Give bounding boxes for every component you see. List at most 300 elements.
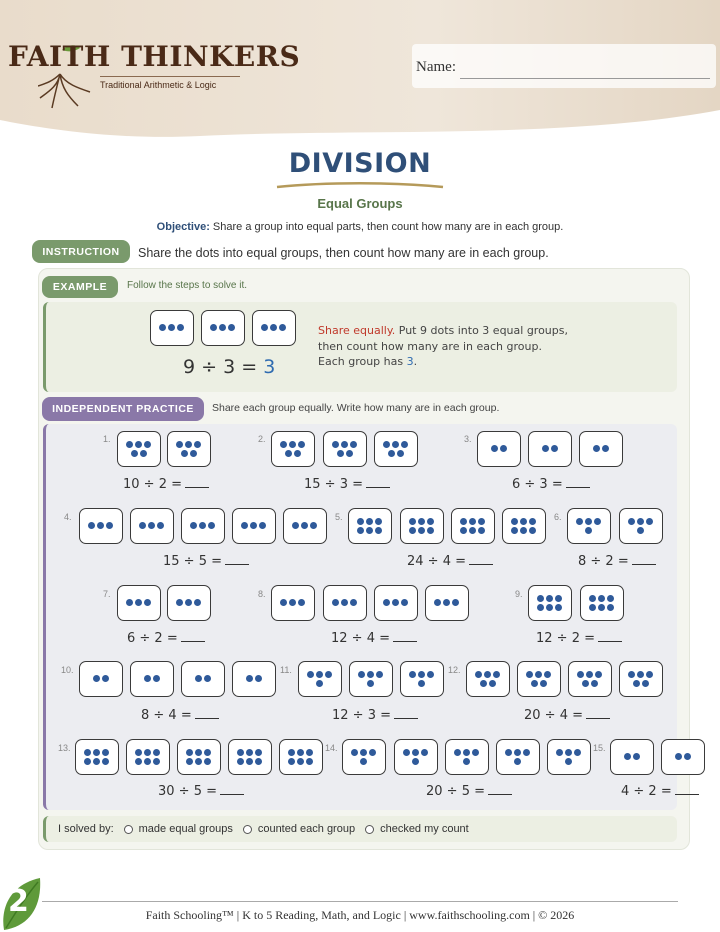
dot (594, 518, 601, 525)
dot-group-card (252, 310, 296, 346)
dot-group-card (130, 508, 174, 544)
dot (93, 749, 100, 756)
dot (367, 671, 374, 678)
dot (208, 522, 215, 529)
dot (585, 518, 592, 525)
example-tag: EXAMPLE (42, 276, 118, 298)
answer-blank[interactable] (469, 553, 493, 565)
problem-number: 8. (258, 589, 266, 599)
dot (383, 441, 390, 448)
answer-blank[interactable] (185, 476, 209, 488)
name-line[interactable] (460, 78, 710, 79)
dot (383, 599, 390, 606)
dot (131, 450, 138, 457)
dot (526, 671, 533, 678)
dot (341, 441, 348, 448)
dot (555, 595, 562, 602)
dot (185, 599, 192, 606)
dot-group-card (610, 739, 654, 775)
objective-text: Share a group into equal parts, then count how many are in each group. (212, 221, 564, 233)
brand-title: FAITH THINKERS (8, 40, 301, 73)
dot (255, 675, 262, 682)
dot (646, 671, 653, 678)
dot (593, 445, 600, 452)
problem-equation (163, 553, 249, 569)
dot-group-card (547, 739, 591, 775)
dot (469, 518, 476, 525)
solved-option-label: counted each group (257, 823, 356, 835)
dot (628, 671, 635, 678)
dot-group-card (348, 508, 392, 544)
dot (375, 527, 382, 534)
dot (316, 671, 323, 678)
problem-number: 13. (58, 743, 71, 753)
title-underline (275, 181, 445, 191)
dot (204, 675, 211, 682)
dot (475, 671, 482, 678)
dot (586, 671, 593, 678)
dot-group-card (279, 739, 323, 775)
equation-text: 8 ÷ 2 = (578, 554, 629, 569)
answer-blank[interactable] (488, 783, 512, 795)
problem-equation (578, 553, 656, 569)
problem-equation (331, 630, 417, 646)
solved-by-box (43, 816, 677, 842)
dot (582, 680, 589, 687)
dot (460, 527, 467, 534)
dot-group-card (349, 661, 393, 697)
dot (529, 527, 536, 534)
dot-group-card (394, 739, 438, 775)
equation-text: 4 ÷ 2 = (621, 784, 672, 799)
dot (520, 527, 527, 534)
dot (106, 522, 113, 529)
problem-number: 11. (280, 665, 292, 675)
dot (279, 324, 286, 331)
dot (360, 749, 367, 756)
dot (489, 680, 496, 687)
brand-divider (100, 76, 240, 77)
equation-text: 6 ÷ 3 = (512, 477, 563, 492)
problem-number: 1. (103, 434, 111, 444)
dot (418, 671, 425, 678)
dot (306, 758, 313, 765)
dot-group-card (425, 585, 469, 621)
answer-blank[interactable] (225, 553, 249, 565)
dot-group-card (400, 508, 444, 544)
equation-text: 15 ÷ 3 = (304, 477, 363, 492)
dot-group-card (232, 508, 276, 544)
equation-text: 15 ÷ 5 = (163, 554, 222, 569)
dot-group-card (528, 431, 572, 467)
solved-option-2[interactable] (243, 823, 355, 835)
equation-text: 6 ÷ 2 = (127, 631, 178, 646)
objective (0, 221, 720, 233)
dot-group-card (271, 585, 315, 621)
dot (366, 518, 373, 525)
dot-group-card (619, 508, 663, 544)
dot (392, 441, 399, 448)
dot (88, 522, 95, 529)
solved-option-label: made equal groups (138, 823, 233, 835)
dot (144, 749, 151, 756)
dot (500, 445, 507, 452)
dot-group-card (117, 431, 161, 467)
answer-blank[interactable] (393, 630, 417, 642)
brand-logo (8, 40, 301, 110)
example-explain-end: . (413, 355, 418, 368)
page-footer: Faith Schooling™ | K to 5 Reading, Math, and Logic | www.faithschooling.com | © 2026 (145, 908, 575, 922)
dot (297, 758, 304, 765)
dot (646, 518, 653, 525)
dot (84, 749, 91, 756)
dot-group-card (117, 585, 161, 621)
dot (421, 749, 428, 756)
problem-number: 4. (64, 512, 72, 522)
answer-blank[interactable] (220, 783, 244, 795)
dot (255, 758, 262, 765)
name-label: Name: (416, 59, 456, 75)
dot-group-card (374, 431, 418, 467)
dot (469, 527, 476, 534)
problem-equation (158, 783, 244, 799)
problem-equation (524, 707, 610, 723)
dot (350, 599, 357, 606)
dot (542, 445, 549, 452)
answer-blank[interactable] (675, 783, 699, 795)
dot (285, 450, 292, 457)
dot (514, 758, 521, 765)
solved-option-3[interactable] (365, 823, 469, 835)
dot-group-card (79, 508, 123, 544)
dot (177, 324, 184, 331)
dot (624, 753, 631, 760)
dot (369, 749, 376, 756)
dot (288, 758, 295, 765)
equation-text: 10 ÷ 2 = (123, 477, 182, 492)
dot-group-card (126, 739, 170, 775)
dot (551, 445, 558, 452)
dot (292, 522, 299, 529)
dot (153, 749, 160, 756)
dot (210, 324, 217, 331)
example-share-label: Share equally. (318, 324, 396, 337)
dot (294, 450, 301, 457)
dot (675, 753, 682, 760)
dot (595, 671, 602, 678)
dot (463, 749, 470, 756)
dot (491, 445, 498, 452)
dot (401, 599, 408, 606)
page-title: DIVISION (288, 148, 432, 179)
dot (298, 441, 305, 448)
dot-group-card (167, 431, 211, 467)
dot (637, 518, 644, 525)
equation-text: 20 ÷ 4 = (524, 708, 583, 723)
dot (135, 441, 142, 448)
dot (357, 518, 364, 525)
answer-blank[interactable] (632, 553, 656, 565)
dot-group-card (201, 310, 245, 346)
example-explanation (318, 323, 568, 370)
dot (195, 749, 202, 756)
dot-group-card (445, 739, 489, 775)
equation-text: 24 ÷ 4 = (407, 554, 466, 569)
dot (310, 522, 317, 529)
answer-blank[interactable] (586, 707, 610, 719)
dot (144, 675, 151, 682)
dot-group-card (374, 585, 418, 621)
equation-text: 30 ÷ 5 = (158, 784, 217, 799)
dot (637, 527, 644, 534)
dot (366, 527, 373, 534)
equation-text: 12 ÷ 2 = (536, 631, 595, 646)
dot (633, 753, 640, 760)
dot (367, 680, 374, 687)
dot (168, 324, 175, 331)
page-header (0, 0, 720, 150)
dot (306, 749, 313, 756)
dot (607, 595, 614, 602)
dot-group-card (528, 585, 572, 621)
problem-equation (304, 476, 390, 492)
dot (157, 522, 164, 529)
dot (261, 324, 268, 331)
dot (480, 680, 487, 687)
dot (478, 518, 485, 525)
dot (418, 527, 425, 534)
dot (194, 441, 201, 448)
dot-group-card (228, 739, 272, 775)
problem-number: 7. (103, 589, 111, 599)
dot (241, 522, 248, 529)
dot (181, 450, 188, 457)
dot (505, 749, 512, 756)
dot-group-card (580, 585, 624, 621)
dot (194, 599, 201, 606)
dot (427, 518, 434, 525)
solved-option-1[interactable] (124, 823, 233, 835)
dot (463, 758, 470, 765)
dot (537, 595, 544, 602)
equation-text: 12 ÷ 3 = (332, 708, 391, 723)
dot (392, 599, 399, 606)
dot (523, 749, 530, 756)
dot (628, 518, 635, 525)
dot (529, 518, 536, 525)
instruction-text: Share the dots into equal groups, then count how many are in each group. (138, 246, 549, 260)
dot (237, 749, 244, 756)
dot (246, 758, 253, 765)
dot (642, 680, 649, 687)
grade-badge: 2 (8, 884, 29, 919)
dot (102, 758, 109, 765)
practice-note: Share each group equally. Write how many are in each group. (212, 402, 500, 414)
problem-number: 2. (258, 434, 266, 444)
problem-equation (332, 707, 418, 723)
brand-tagline: Traditional Arithmetic & Logic (100, 80, 217, 90)
dot (427, 671, 434, 678)
solved-option-label: checked my count (380, 823, 469, 835)
dot-group-card (181, 661, 225, 697)
dot (219, 324, 226, 331)
dot (589, 595, 596, 602)
dot (255, 749, 262, 756)
footer-divider (42, 901, 678, 902)
dot (452, 599, 459, 606)
problem-number: 3. (464, 434, 472, 444)
dot (135, 758, 142, 765)
dot (375, 518, 382, 525)
dot (427, 527, 434, 534)
answer-blank[interactable] (195, 707, 219, 719)
dot (250, 522, 257, 529)
dot-group-card (567, 508, 611, 544)
dot (195, 675, 202, 682)
dot (409, 527, 416, 534)
radio-circle-icon[interactable] (124, 825, 133, 834)
problem-number: 10. (61, 665, 74, 675)
dot (412, 758, 419, 765)
dot (478, 527, 485, 534)
dot (511, 527, 518, 534)
dot (176, 599, 183, 606)
dot (153, 758, 160, 765)
answer-blank[interactable] (394, 707, 418, 719)
answer-blank[interactable] (366, 476, 390, 488)
dot (186, 749, 193, 756)
dot (360, 758, 367, 765)
dot-group-card (579, 431, 623, 467)
problem-number: 5. (335, 512, 343, 522)
answer-blank[interactable] (598, 630, 622, 642)
dot-group-card (568, 661, 612, 697)
dot (555, 604, 562, 611)
radio-circle-icon[interactable] (243, 825, 252, 834)
dot (358, 671, 365, 678)
dot (637, 671, 644, 678)
dot (195, 758, 202, 765)
example-note: Follow the steps to solve it. (127, 280, 248, 291)
dot (346, 450, 353, 457)
dot (280, 441, 287, 448)
instruction-tag: INSTRUCTION (32, 240, 130, 263)
dot (190, 450, 197, 457)
solved-by-label: I solved by: (58, 823, 114, 835)
dot (388, 450, 395, 457)
dot (350, 441, 357, 448)
dot-group-card (466, 661, 510, 697)
radio-circle-icon[interactable] (365, 825, 374, 834)
dot (535, 671, 542, 678)
dot (591, 680, 598, 687)
dot (397, 450, 404, 457)
example-answer: 3 (263, 356, 276, 378)
dot (102, 749, 109, 756)
dot (135, 749, 142, 756)
dot (159, 324, 166, 331)
dot (602, 445, 609, 452)
dot (140, 450, 147, 457)
dot (199, 522, 206, 529)
equation-text: 8 ÷ 4 = (141, 708, 192, 723)
dot-group-card (79, 661, 123, 697)
dot (332, 599, 339, 606)
dot-group-card (502, 508, 546, 544)
dot (270, 324, 277, 331)
dot (204, 758, 211, 765)
dot (460, 518, 467, 525)
example-equation (183, 356, 275, 378)
dot (135, 599, 142, 606)
dot-group-card (181, 508, 225, 544)
problem-equation (407, 553, 493, 569)
dot (186, 758, 193, 765)
problem-equation (127, 630, 205, 646)
dot (246, 749, 253, 756)
example-equation-text: 9 ÷ 3 = (183, 356, 258, 378)
dot (237, 758, 244, 765)
dot-group-card (477, 431, 521, 467)
dot (540, 680, 547, 687)
dot (298, 599, 305, 606)
dot-group-card (323, 585, 367, 621)
dot (684, 753, 691, 760)
dot-group-card (150, 310, 194, 346)
dot (126, 599, 133, 606)
example-explain-answer: 3 (406, 355, 414, 368)
dot (280, 599, 287, 606)
dot (301, 522, 308, 529)
problem-number: 12. (448, 665, 461, 675)
dot (97, 522, 104, 529)
dot (325, 671, 332, 678)
problem-number: 14. (325, 743, 338, 753)
dot (633, 680, 640, 687)
dot-group-card (167, 585, 211, 621)
dot (403, 749, 410, 756)
dot (520, 518, 527, 525)
dot (434, 599, 441, 606)
problem-number: 9. (515, 589, 523, 599)
dot-group-card (496, 739, 540, 775)
dot (185, 441, 192, 448)
dot (585, 527, 592, 534)
dot (246, 675, 253, 682)
dot (418, 518, 425, 525)
problem-number: 15. (593, 743, 606, 753)
objective-label: Objective: (156, 221, 210, 233)
name-field[interactable] (412, 44, 716, 88)
dot (148, 522, 155, 529)
dot (401, 441, 408, 448)
dot (565, 749, 572, 756)
dot (341, 599, 348, 606)
dot (544, 671, 551, 678)
dot (484, 671, 491, 678)
problem-equation (426, 783, 512, 799)
dot (443, 599, 450, 606)
answer-blank[interactable] (566, 476, 590, 488)
dot-group-card (75, 739, 119, 775)
dot (607, 604, 614, 611)
answer-blank[interactable] (181, 630, 205, 642)
dot (418, 680, 425, 687)
dot (514, 749, 521, 756)
dot (574, 749, 581, 756)
dot (144, 599, 151, 606)
dot (144, 758, 151, 765)
